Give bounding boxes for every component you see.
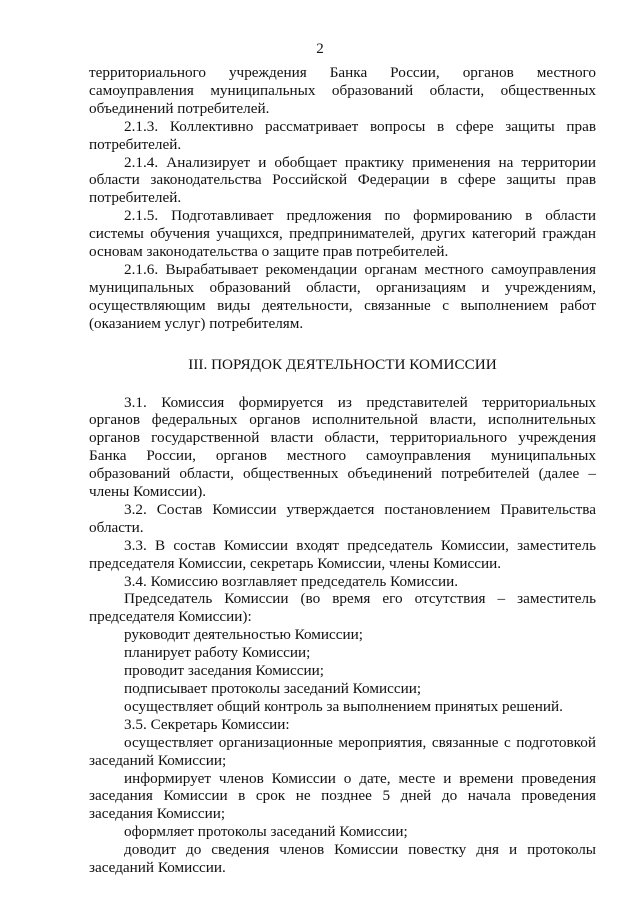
paragraph: 3.5. Секретарь Комиссии: (124, 715, 290, 733)
paragraph: 2.1.4. Анализирует и обобщает практику применения на территории области законодательства Российской Федерации в сфере защиты прав потребителей. (89, 153, 596, 207)
paragraph: 2.1.6. Вырабатывает рекомендации органам местного самоуправления муниципальных образований области, организациям и учреждениям, осуществляющим виды деятельности, связанные с выполнением работ (оказанием услуг) потребителям. (89, 260, 596, 332)
paragraph: 3.2. Состав Комиссии утверждается постановлением Правительства области. (89, 500, 596, 536)
paragraph: 3.1. Комиссия формируется из представителей территориальных органов федеральных органов исполнительной власти, исполнительных органов государственной власти области, территориального учреждения Банка России, органов местного самоуправления муниципальных образований области, общественных объединений потребителей (далее – члены Комиссии). (89, 393, 596, 501)
paragraph: осуществляет организационные мероприятия, связанные с подготовкой заседаний Комиссии; (89, 733, 596, 769)
paragraph: руководит деятельностью Комиссии; (124, 626, 363, 644)
paragraph: планирует работу Комиссии; (124, 644, 311, 662)
paragraph: территориального учреждения Банка России, органов местного самоуправления муниципальных образований области, общественных объединений потребителей. (89, 64, 596, 117)
paragraph: доводит до сведения членов Комиссии повестку дня и протоколы заседаний Комиссии. (89, 841, 596, 877)
paragraph: 3.3. В состав Комиссии входят председатель Комиссии, заместитель председателя Комиссии, секретарь Комиссии, члены Комиссии. (89, 536, 596, 572)
paragraph: подписывает протоколы заседаний Комиссии; (124, 680, 422, 697)
paragraph: оформляет протоколы заседаний Комиссии; (124, 823, 408, 841)
section-ii-continuation (89, 64, 596, 333)
section-heading: III. ПОРЯДОК ДЕЯТЕЛЬНОСТИ КОМИССИИ (188, 355, 497, 373)
paragraph: проводит заседания Комиссии; (124, 662, 324, 680)
section-iii-body (89, 394, 596, 877)
paragraph: осуществляет общий контроль за выполнением принятых решений. (124, 697, 563, 715)
paragraph: 3.4. Комиссию возглавляет председатель Комиссии. (124, 572, 459, 590)
page-number: 2 (316, 41, 324, 57)
paragraph: информирует членов Комиссии о дате, месте и времени проведения заседания Комиссии в срок не позднее 5 дней до начала проведения заседания Комиссии; (89, 769, 596, 823)
paragraph: Председатель Комиссии (во время его отсутствия – заместитель председателя Комиссии): (89, 590, 596, 626)
paragraph: 2.1.3. Коллективно рассматривает вопросы в сфере защиты прав потребителей. (89, 117, 596, 153)
paragraph: 2.1.5. Подготавливает предложения по формированию в области системы обучения учащихся, предпринимателей, других категорий граждан основам законодательства о защите прав потребителей. (89, 207, 596, 261)
document-body (89, 64, 596, 877)
